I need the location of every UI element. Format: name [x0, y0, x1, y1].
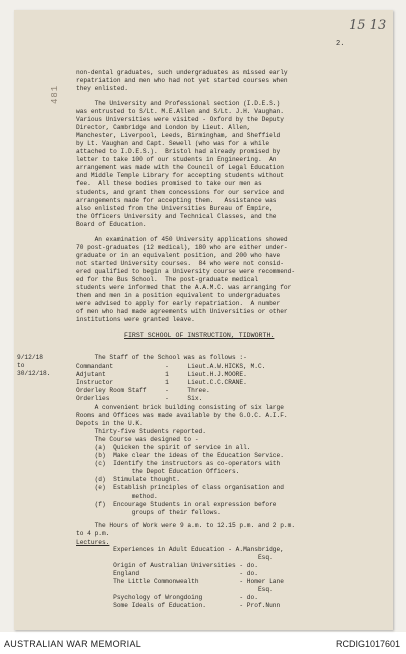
section-heading: FIRST SCHOOL OF INSTRUCTION, TIDWORTH. — [124, 332, 275, 339]
paragraph-examination: An examination of 450 University applications showed 70 post-graduates (12 medical), 180 who are either under- graduate or in an equivalent position, and 200 who have not started University courses. 84 who were not consid- ered qualified to begin a University course were recommend- ed for the Bus School. The post-graduate medical students were informed that the A.A.M.C. was arranging for them and men in a position equivalent to undergraduates were advised to apply for early repatriation. A number of men who had made agreements with Universities or other institutions were granted leave. — [76, 236, 296, 324]
footer-bar — [0, 636, 406, 654]
page-number: 2. — [336, 40, 345, 48]
footer-source: AUSTRALIAN WAR MEMORIAL — [4, 639, 142, 649]
lectures-heading: Lectures. — [76, 539, 110, 546]
lectures-list: Experiences in Adult Education - A.Mansbridge, Esq. Origin of Australian Universities - do. England - do. The Little Commonwealth - Homer Lane Esq. Psychology of Wrongdoing - do. Some Ideals of Education. - Prof.Nunn — [113, 546, 284, 610]
margin-date-text: 9/12/18 to 30/12/18. — [17, 354, 51, 377]
folio-number: 15 13 — [349, 18, 387, 33]
paragraph-course: A convenient brick building consisting of six large Rooms and Offices was made available by the G.O.C. A.I.F. Depots in the U.K. Thirty-five Students reported. The Course was designed to - (a) Quicken the spirit of service in all. (b) Make clear the ideas of the Education Service. (c) Identify the instructors as co-operators with the Depot Education Officers. (d) Stimulate thought. (e) Establish principles of class organisation and method. (f) Encourage Students in oral expression before groups of their fellows. — [76, 404, 288, 516]
staff-list: Commandant - Lieut.A.W.HICKS, M.C. Adjutant 1 Lieut.H.J.MOORE. Instructor 1 Lieut.C.C.CRANE. Orderley Room Staff - Three. Orderlies - Six. — [76, 363, 266, 403]
staff-intro: The Staff of the School was as follows :- — [76, 354, 247, 361]
footer-record-id: RCDIG1017601 — [335, 639, 400, 649]
paragraph-graduates: non-dental graduates, such undergraduates as missed early repatriation and men who had not yet started courses when they enlisted. — [76, 69, 288, 93]
paragraph-hours: The Hours of Work were 9 a.m. to 12.15 p.m. and 2 p.m. to 4 p.m. — [76, 522, 296, 538]
archive-stamp: 481 — [50, 84, 60, 104]
margin-date-range — [17, 354, 50, 378]
paragraph-university-section: The University and Professional section (I.D.E.S.) was entrusted to S/Lt. M.E.Allen and S/Lt. J.H. Vaughan. Various Universities were visited - Oxford by the Deputy Director, Cambridge and London by Lieut. Allen, Manchester, Liverpool, Leeds, Birmingham, and Sheffield by Lt. Vaughan and Capt. Sewell (who was for a while attached to I.D.E.S.). Bristol had already promised by letter to take 100 of our students in Engineering. An arrangement was made with the Council of Legal Education and Middle Temple Library for accepting students without fee. All these bodies promised to take our men as students, and grant them concessions for our service and arrangements made for accepting them. Assistance was also enlisted from the Universities Bureau of Empire, the Officers University and Technical Classes, and the Board of Education. — [76, 100, 284, 228]
